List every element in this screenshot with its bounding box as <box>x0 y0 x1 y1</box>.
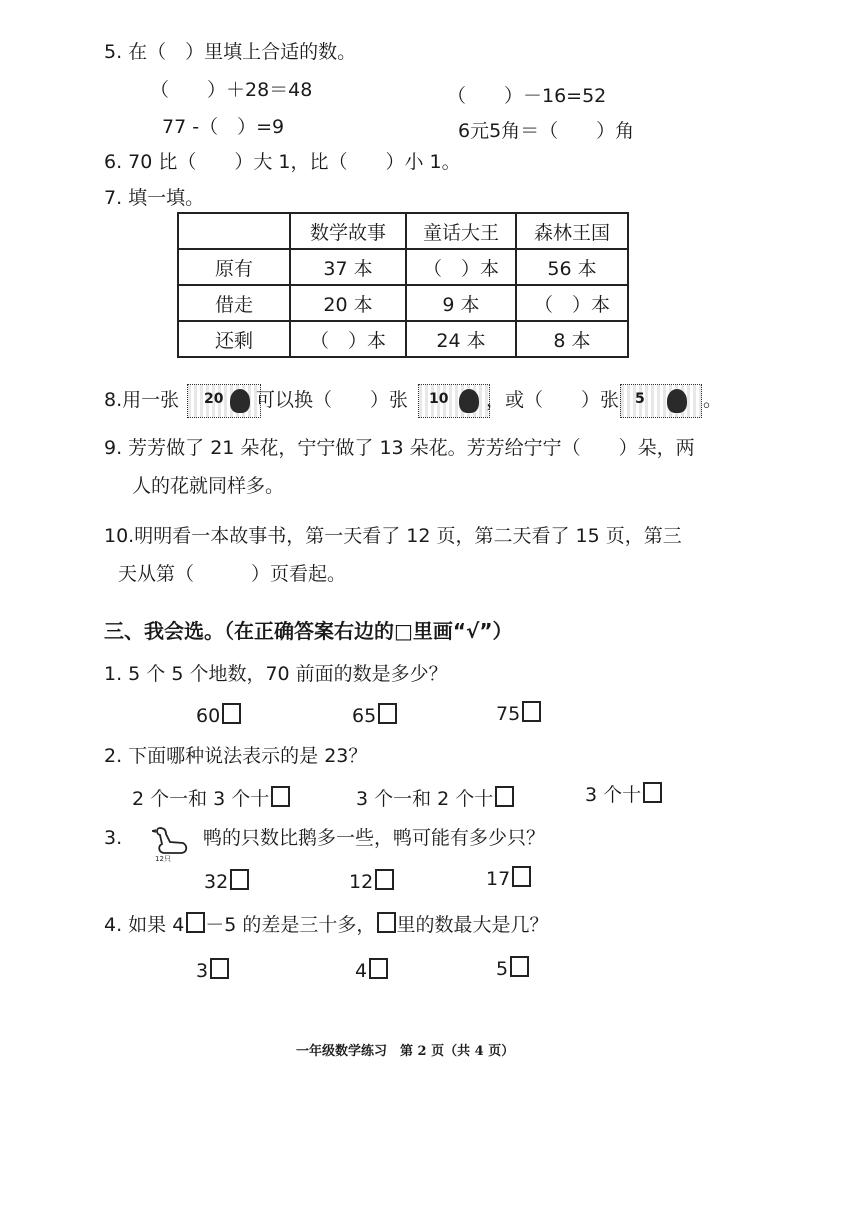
books-table <box>177 212 629 358</box>
table-row <box>178 285 628 321</box>
option <box>132 786 290 811</box>
portrait-icon <box>667 389 687 413</box>
option-label: 3 个十 <box>585 784 642 806</box>
portrait-icon <box>459 389 479 413</box>
banknote-denomination: 20 <box>204 391 224 407</box>
answer-checkbox[interactable] <box>230 869 249 890</box>
q9-line2: 人的花就同样多。 <box>132 475 285 497</box>
answer-checkbox[interactable] <box>375 869 394 890</box>
answer-checkbox[interactable] <box>522 701 541 722</box>
s3-q4-text <box>104 912 548 937</box>
option <box>496 956 529 981</box>
answer-checkbox[interactable] <box>495 786 514 807</box>
s3-q2-text: 2. 下面哪种说法表示的是 23？ <box>104 745 368 767</box>
table-cell: （ ）本 <box>290 321 406 357</box>
option <box>486 866 531 891</box>
table-cell: 借走 <box>178 285 290 321</box>
q9-line1: 9. 芳芳做了 21 朵花，宁宁做了 13 朵花。芳芳给宁宁（ ）朵，两 <box>104 437 695 459</box>
option <box>355 958 388 983</box>
banknote-denomination: 10 <box>429 391 449 407</box>
option-label: 3 <box>196 960 209 982</box>
page-footer: 一年级数学练习 第 2 页（共 4 页） <box>296 1044 515 1059</box>
goose-icon <box>152 822 190 862</box>
table-cell: 56 本 <box>516 249 628 285</box>
table-cell: （ ）本 <box>406 249 516 285</box>
answer-checkbox[interactable] <box>510 956 529 977</box>
q5-blank-d: 6元5角＝（ ）角 <box>458 120 635 142</box>
s3-q4-text-c: 里的数最大是几？ <box>396 914 549 936</box>
option-label: 32 <box>204 871 229 893</box>
table-row <box>178 249 628 285</box>
table-header-cell: 数学故事 <box>290 213 406 249</box>
q5-blank-c: 77 -（ ）=9 <box>162 116 285 138</box>
q8-text-start: 8.用一张 <box>104 389 180 411</box>
q8-text-end: 。 <box>703 389 723 411</box>
banknote-5-yuan <box>620 384 702 418</box>
option-label: 12 <box>349 871 374 893</box>
table-cell: （ ）本 <box>516 285 628 321</box>
table-cell: 37 本 <box>290 249 406 285</box>
answer-checkbox[interactable] <box>271 786 290 807</box>
answer-checkbox[interactable] <box>210 958 229 979</box>
option <box>496 701 541 726</box>
blank-box <box>186 912 205 933</box>
q10-line2: 天从第（ ）页看起。 <box>118 563 347 585</box>
blank-box <box>377 912 396 933</box>
s3-q3-text: 鸭的只数比鹅多一些，鸭可能有多少只？ <box>203 827 546 849</box>
answer-checkbox[interactable] <box>369 958 388 979</box>
s3-q1-text: 1. 5 个 5 个地数，70 前面的数是多少？ <box>104 663 448 685</box>
q7-title: 7. 填一填。 <box>104 187 205 209</box>
table-cell: 20 本 <box>290 285 406 321</box>
banknote-20-yuan <box>187 384 261 418</box>
option <box>349 869 394 894</box>
option <box>356 786 514 811</box>
banknote-denomination: 5 <box>635 391 645 407</box>
table-header-cell: 森林王国 <box>516 213 628 249</box>
answer-checkbox[interactable] <box>512 866 531 887</box>
q8-text-or: ，或（ ）张 <box>486 389 620 411</box>
table-cell: 24 本 <box>406 321 516 357</box>
option-label: 2 个一和 3 个十 <box>132 788 270 810</box>
table-cell: 原有 <box>178 249 290 285</box>
answer-checkbox[interactable] <box>643 782 662 803</box>
option-label: 4 <box>355 960 368 982</box>
table-header-cell <box>178 213 290 249</box>
section-3-title: 三、我会选。（在正确答案右边的□里画“√”） <box>104 619 513 643</box>
table-cell: 8 本 <box>516 321 628 357</box>
table-header-cell: 童话大王 <box>406 213 516 249</box>
option-label: 5 <box>496 958 509 980</box>
goose-count-label: 12只 <box>155 855 171 862</box>
table-cell: 9 本 <box>406 285 516 321</box>
table-row <box>178 321 628 357</box>
option <box>196 703 241 728</box>
q6-text: 6. 70 比（ ）大 1，比（ ）小 1。 <box>104 151 461 173</box>
option-label: 60 <box>196 705 221 727</box>
option <box>352 703 397 728</box>
q5-blank-a: （ ）＋28＝48 <box>150 79 313 101</box>
q8-text-mid: 可以换（ ）张 <box>256 389 409 411</box>
table-header-row <box>178 213 628 249</box>
option <box>204 869 249 894</box>
option-label: 75 <box>496 703 521 725</box>
q5-blank-b: （ ）－16=52 <box>447 85 607 107</box>
q10-line1: 10.明明看一本故事书，第一天看了 12 页，第二天看了 15 页，第三 <box>104 525 682 547</box>
s3-q4-text-a: 4. 如果 4 <box>104 914 185 936</box>
option <box>196 958 229 983</box>
option-label: 17 <box>486 868 511 890</box>
option-label: 3 个一和 2 个十 <box>356 788 494 810</box>
option-label: 65 <box>352 705 377 727</box>
portrait-icon <box>230 389 250 413</box>
s3-q4-text-b: －5 的差是三十多， <box>205 914 376 936</box>
answer-checkbox[interactable] <box>378 703 397 724</box>
s3-q3-number: 3. <box>104 827 123 849</box>
option <box>585 782 662 807</box>
answer-checkbox[interactable] <box>222 703 241 724</box>
table-cell: 还剩 <box>178 321 290 357</box>
banknote-10-yuan <box>418 384 490 418</box>
q5-title: 5. 在（ ）里填上合适的数。 <box>104 41 357 63</box>
